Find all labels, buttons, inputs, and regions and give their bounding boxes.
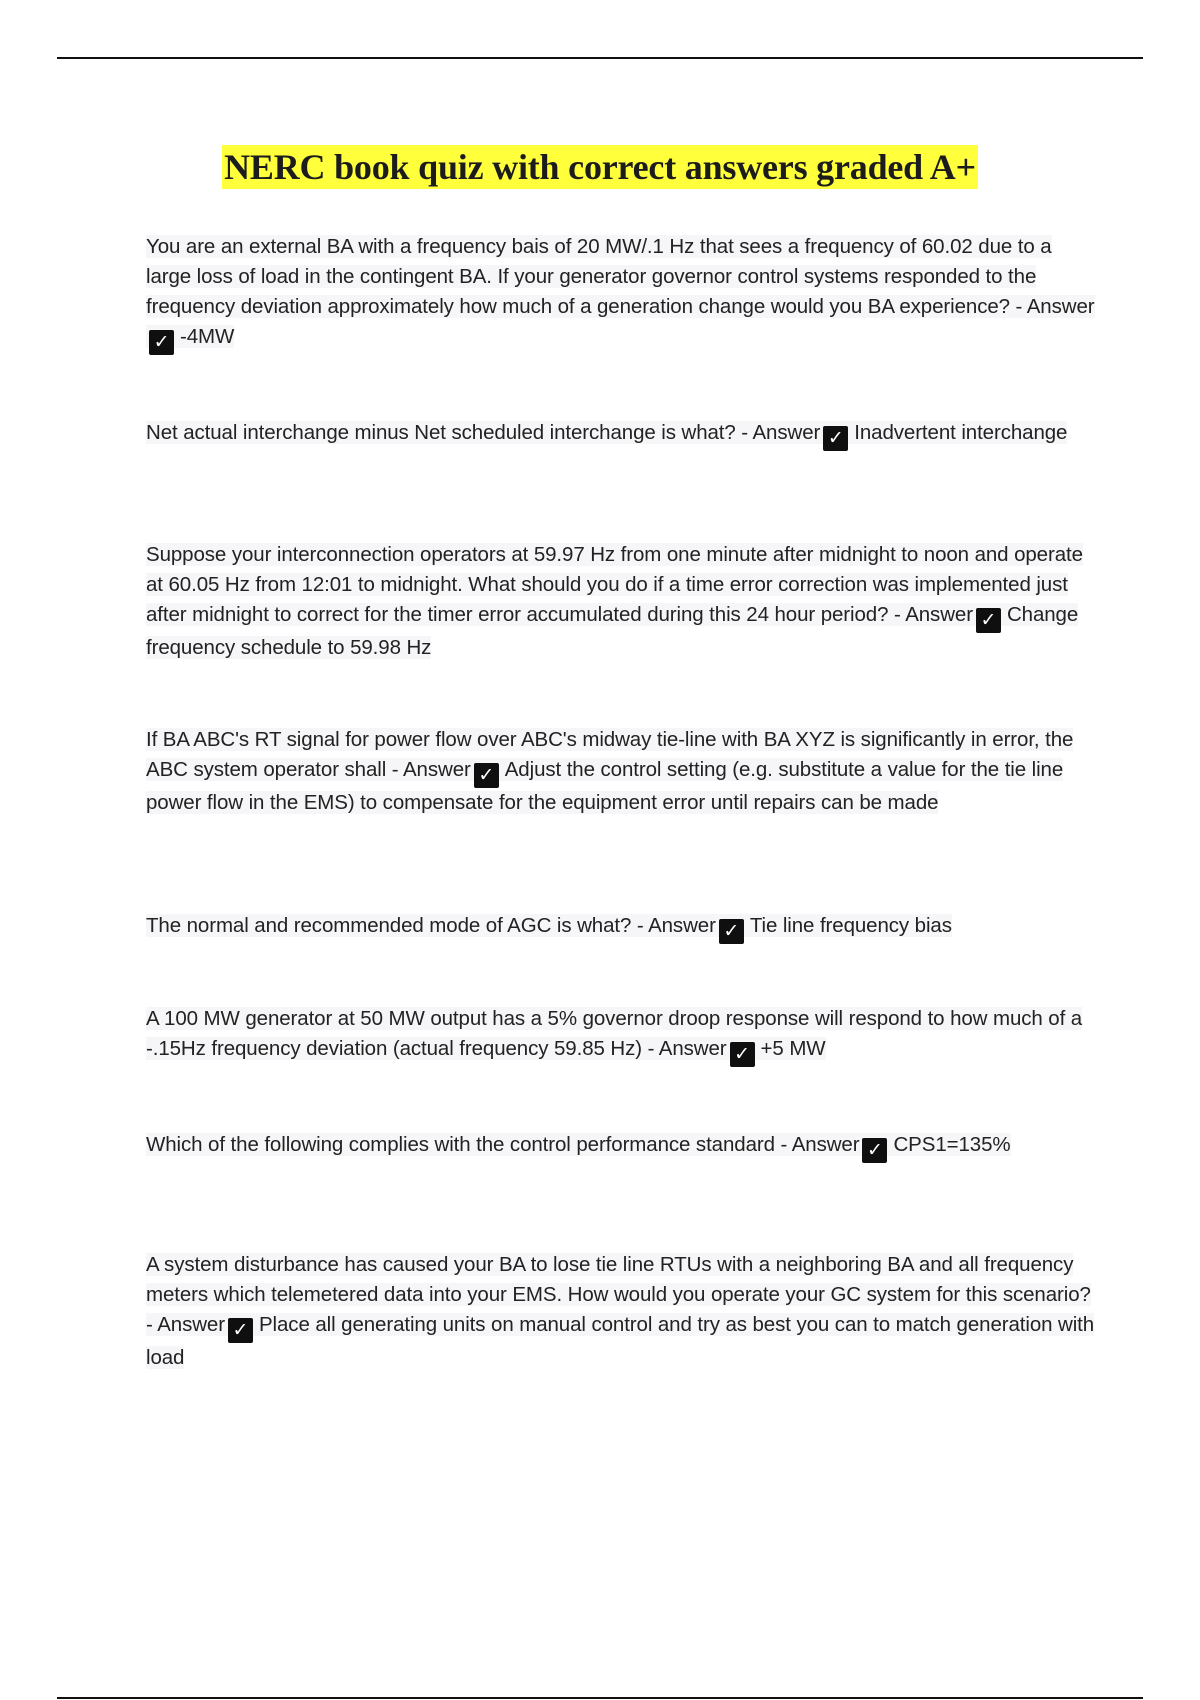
check-icon: ✓ — [823, 426, 848, 451]
answer-text: +5 MW — [760, 1037, 826, 1060]
qa-item-8 — [146, 1250, 1096, 1373]
question-text: Net actual interchange minus Net scheduled interchange is what? - — [146, 421, 753, 444]
answer-label: Answer — [402, 758, 471, 781]
answer-label: Answer — [752, 421, 821, 444]
check-icon: ✓ — [149, 330, 174, 355]
question-text: Suppose your interconnection operators at 59.97 Hz from one minute after midnight to noon and operate at 60.05 Hz from 12:01 to midnight. What should you do if a time error correction was implemented just after midnight to correct for the timer error accumulated during this 24 hour period? - — [146, 543, 1083, 626]
qa-item-1 — [146, 232, 1096, 355]
qa-item-5 — [146, 911, 1096, 944]
check-icon: ✓ — [730, 1042, 755, 1067]
qa-item-6 — [146, 1004, 1096, 1067]
check-icon: ✓ — [228, 1318, 253, 1343]
answer-text: Change frequency schedule to 59.98 Hz — [146, 603, 1079, 659]
answer-text: Tie line frequency bias — [749, 914, 952, 937]
answer-text: Adjust the control setting (e.g. substitute a value for the tie line power flow in the EMS) to compensate for the equipment error until repairs can be made — [146, 758, 1064, 814]
answer-text: CPS1=135% — [893, 1133, 1011, 1156]
qa-item-4 — [146, 725, 1096, 818]
qa-item-7 — [146, 1130, 1096, 1163]
question-text: A system disturbance has caused your BA to lose tie line RTUs with a neighboring BA and all frequency meters which telemetered data into your EMS. How would you operate your GC system for this scenario? - — [146, 1253, 1091, 1336]
answer-label: Answer — [658, 1037, 727, 1060]
question-text: If BA ABC's RT signal for power flow over ABC's midway tie-line with BA XYZ is significantly in error, the ABC system operator shall - — [146, 728, 1074, 781]
title-block — [0, 145, 1200, 189]
qa-item-2 — [146, 418, 1096, 451]
answer-label: Answer — [1026, 295, 1095, 318]
answer-text: -4MW — [180, 325, 235, 348]
answer-text: Inadvertent interchange — [854, 421, 1068, 444]
question-text: The normal and recommended mode of AGC is what? - — [146, 914, 649, 937]
question-text: A 100 MW generator at 50 MW output has a 5% governor droop response will respond to how much of a -.15Hz frequency deviation (actual frequency 59.85 Hz) - — [146, 1007, 1083, 1060]
bottom-divider — [57, 1697, 1143, 1699]
question-text: You are an external BA with a frequency bais of 20 MW/.1 Hz that sees a frequency of 60.02 due to a large loss of load in the contingent BA. If your generator governor control systems responded to the frequency deviation approximately how much of a generation change would you BA experience? - — [146, 235, 1052, 318]
qa-item-3 — [146, 540, 1096, 663]
page-title: NERC book quiz with correct answers graded A+ — [224, 147, 976, 187]
answer-text: Place all generating units on manual control and try as best you can to match generation with load — [146, 1313, 1095, 1369]
answer-label: Answer — [791, 1133, 860, 1156]
answer-label: Answer — [157, 1313, 225, 1336]
answer-label: Answer — [905, 603, 973, 626]
check-icon: ✓ — [862, 1138, 887, 1163]
check-icon: ✓ — [719, 919, 744, 944]
top-divider — [57, 57, 1143, 59]
check-icon: ✓ — [474, 763, 499, 788]
answer-label: Answer — [648, 914, 716, 937]
check-icon: ✓ — [976, 608, 1001, 633]
question-text: Which of the following complies with the control performance standard - — [146, 1133, 792, 1156]
